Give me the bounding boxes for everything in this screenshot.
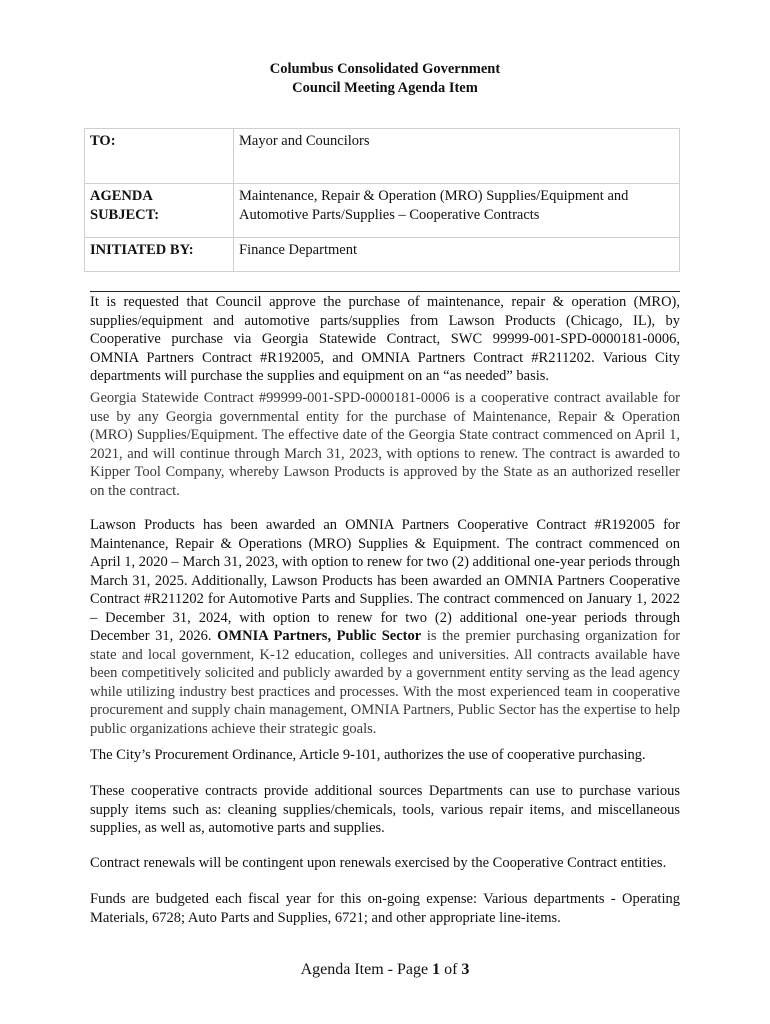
initiated-label: INITIATED BY: — [85, 238, 234, 272]
subject-label-line1: AGENDA — [90, 188, 153, 204]
subject-value — [234, 184, 680, 238]
initiated-value: Finance Department — [234, 238, 680, 272]
to-value: Mayor and Councilors — [234, 129, 680, 184]
to-label: TO: — [85, 129, 234, 184]
omnia-description-text: is the premier purchasing organization for state and local government, K-12 education, colleges and universities. All contracts available have been competitively solicited and publicly awarded by a government entity serving as the lead agency while utilizing industry best practices and processes. With the most experienced team in cooperative procurement and supply chain management, OMNIA Partners, Public Sector has the expertise to help public organizations achieve their strategic goals. — [90, 628, 681, 737]
paragraph-request: It is requested that Council approve the purchase of maintenance, repair & operation (MRO), supplies/equipment and automotive parts/supplies from Lawson Products (Chicago, IL), by Cooperative purchase via Georgia Statewide Contract, SWC 99999-001-SPD-0000181-0006, OMNIA Partners Contract #R192005, and OMNIA Partners Contract #R211202. Various City departments will purchase the supplies and equipment on an “as needed” basis. — [90, 294, 680, 384]
paragraph-additional-sources: These cooperative contracts provide additional sources Departments can use to purchase various supply items such as: cleaning supplies/chemicals, tools, various repair items, and miscellaneous supplies, as well as, automotive parts and supplies. — [90, 783, 680, 836]
omnia-partners-bold: OMNIA Partners, Public Sector — [217, 628, 422, 644]
omnia-contract-text: Lawson Products has been awarded an OMNIA Partners Cooperative Contract #R192005 for Maintenance, Repair & Operations (MRO) Supplies & Equipment. The contract commenced on April 1, 2020 – March 31, 2023, with option to renew for two (2) additional one-year periods through March 31, 2025. Additionally, Lawson Products has been awarded an OMNIA Partners Cooperative Contract #R211202 for Automotive Parts and Supplies. The contract commenced on January 1, 2022 – December 31, 2024, with option to renew for two (2) additional one-year periods through December 31, 2026. — [90, 517, 680, 644]
government-name: Columbus Consolidated Government — [269, 61, 501, 77]
footer-of: of — [444, 961, 458, 978]
subject-value-line2: Automotive Parts/Supplies – Cooperative Contracts — [239, 207, 540, 223]
subject-label-line2: SUBJECT: — [90, 207, 160, 223]
table-row-initiated — [85, 238, 680, 272]
agenda-header-table — [84, 128, 680, 272]
table-row-to — [85, 129, 680, 184]
subject-label — [85, 184, 234, 238]
document-title: Council Meeting Agenda Item — [292, 80, 478, 96]
section-divider — [90, 291, 680, 292]
footer-page-number: 1 — [432, 961, 441, 978]
paragraph-renewals: Contract renewals will be contingent upon renewals exercised by the Cooperative Contract entities. — [90, 855, 667, 871]
paragraph-georgia-contract: Georgia Statewide Contract #99999-001-SPD-0000181-0006 is a cooperative contract available for use by any Georgia governmental entity for the purchase of Maintenance, Repair & Operation (MRO) Supplies/Equipment. The effective date of the Georgia State contract commenced on April 1, 2021, and will continue through March 31, 2023, with options to renew. The contract is awarded to Kipper Tool Company, whereby Lawson Products is approved by the State as an authorized reseller on the contract. — [90, 390, 680, 499]
paragraph-procurement-ordinance: The City’s Procurement Ordinance, Article 9-101, authorizes the use of cooperative purchasing. — [90, 747, 646, 763]
subject-value-line1: Maintenance, Repair & Operation (MRO) Supplies/Equipment and — [239, 188, 629, 204]
paragraph-omnia-contracts — [90, 516, 680, 738]
footer-page-total: 3 — [461, 961, 470, 978]
page-footer — [0, 960, 770, 980]
table-row-subject — [85, 184, 680, 238]
paragraph-funds: Funds are budgeted each fiscal year for this on-going expense: Various departments - Operating Materials, 6728; Auto Parts and Supplies, 6721; and other appropriate line-items. — [90, 891, 680, 926]
footer-prefix: Agenda Item - Page — [300, 961, 429, 978]
